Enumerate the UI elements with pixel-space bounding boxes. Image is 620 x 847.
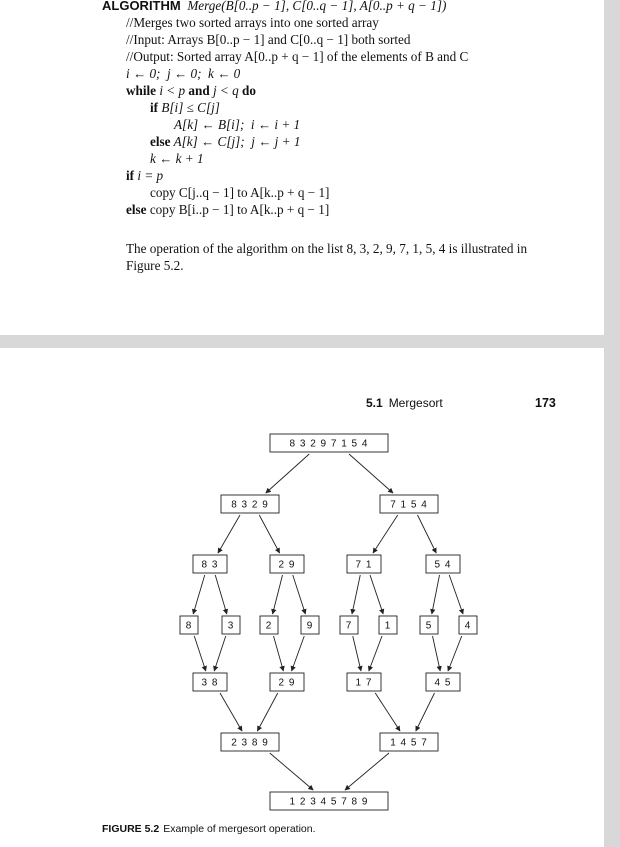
- algorithm-if: [102, 99, 602, 116]
- node-label-c: 2: [265, 620, 273, 632]
- node-g: [420, 616, 438, 634]
- algorithm-while: [102, 82, 602, 99]
- node-label-d: 9: [306, 620, 314, 632]
- do-keyword: do: [242, 83, 256, 98]
- algorithm-if2: [102, 167, 602, 184]
- node-label-right: 7 1 5 4: [390, 499, 428, 511]
- section-number: 5.1: [366, 396, 383, 410]
- node-result: [270, 792, 388, 810]
- node-label-f: 1: [384, 620, 392, 632]
- node-root: [270, 434, 388, 452]
- node-h: [459, 616, 477, 634]
- node-r2: [426, 555, 460, 573]
- edge-left-l2: [259, 515, 279, 553]
- page-lower: [0, 348, 604, 847]
- node-label-mr: 1 4 5 7: [390, 737, 428, 749]
- node-l2: [270, 555, 304, 573]
- algorithm-listing: [102, 0, 602, 218]
- node-b: [222, 616, 240, 634]
- while-condition-2: j < q: [209, 83, 243, 98]
- tree-nodes: [180, 434, 477, 810]
- edge-l2-d: [293, 575, 306, 614]
- node-label-g: 5: [425, 620, 433, 632]
- edge-root-left: [266, 454, 309, 493]
- edge-ml-result: [270, 753, 313, 790]
- node-label-h: 4: [464, 620, 472, 632]
- node-ml: [221, 733, 279, 751]
- page-upper: [0, 0, 604, 335]
- node-label-m4: 4 5: [434, 677, 452, 689]
- else2-copy: copy B[i..p − 1] to A[k..p + q − 1]: [146, 202, 330, 217]
- while-condition: i < p: [156, 83, 189, 98]
- edge-right-r1: [373, 515, 398, 553]
- edge-r2-g: [432, 575, 440, 614]
- node-a: [180, 616, 198, 634]
- figure-caption: [102, 823, 316, 835]
- node-e: [340, 616, 358, 634]
- node-label-e: 7: [345, 620, 353, 632]
- node-label-m1: 3 8: [201, 677, 219, 689]
- node-m3: [347, 673, 381, 691]
- edge-root-right: [349, 454, 393, 493]
- while-keyword: while: [126, 83, 157, 98]
- edge-l1-b: [215, 575, 227, 614]
- node-c: [260, 616, 278, 634]
- edge-h-m4: [448, 636, 462, 671]
- node-label-l1: 8 3: [201, 559, 219, 571]
- node-m4: [426, 673, 460, 691]
- algorithm-header: [102, 0, 602, 14]
- mergesort-tree-diagram: [0, 348, 604, 847]
- figure-label: FIGURE 5.2: [102, 823, 160, 835]
- edge-left-l1: [218, 515, 240, 553]
- edge-r1-e: [352, 575, 360, 614]
- node-l1: [193, 555, 227, 573]
- edge-m1-ml: [220, 693, 242, 731]
- algorithm-copy-c: copy C[j..q − 1] to A[k..p + q − 1]: [150, 185, 330, 200]
- algorithm-else: [102, 133, 602, 150]
- algorithm-input: //Input: Arrays B[0..p − 1] and C[0..q − 1] both sorted: [126, 32, 411, 47]
- node-label-m3: 1 7: [355, 677, 373, 689]
- node-m1: [193, 673, 227, 691]
- if2-keyword: if: [126, 168, 135, 183]
- node-r1: [347, 555, 381, 573]
- page-number: 173: [535, 396, 556, 410]
- else2-keyword: else: [126, 202, 147, 217]
- algorithm-comment: //Merges two sorted arrays into one sorted array: [126, 15, 379, 30]
- edge-b-m1: [214, 636, 226, 671]
- algorithm-output: //Output: Sorted array A[0..p + q − 1] of the elements of B and C: [126, 49, 469, 64]
- paragraph-text: The operation of the algorithm on the list 8, 3, 2, 9, 7, 1, 5, 4 is illustrated in Figure 5.2.: [126, 241, 528, 273]
- edge-e-m3: [353, 636, 361, 671]
- if-keyword: if: [150, 100, 159, 115]
- node-label-result: 1 2 3 4 5 7 8 9: [289, 796, 369, 808]
- node-label-a: 8: [185, 620, 193, 632]
- else-keyword: else: [150, 134, 171, 149]
- edge-r1-f: [370, 575, 383, 614]
- edge-mr-result: [345, 753, 389, 790]
- edge-d-m2: [292, 636, 305, 671]
- and-keyword: and: [188, 83, 210, 98]
- figure-caption-text: Example of mergesort operation.: [163, 823, 316, 835]
- edge-r2-h: [449, 575, 463, 614]
- edge-c-m2: [274, 636, 284, 671]
- node-label-r2: 5 4: [434, 559, 452, 571]
- edge-l1-a: [193, 575, 205, 614]
- node-label-root: 8 3 2 9 7 1 5 4: [289, 438, 369, 450]
- node-label-l2: 2 9: [278, 559, 296, 571]
- node-mr: [380, 733, 438, 751]
- algorithm-else2: [102, 201, 602, 218]
- node-label-left: 8 3 2 9: [231, 499, 269, 511]
- section-title: Mergesort: [388, 396, 443, 410]
- node-d: [301, 616, 319, 634]
- edge-g-m4: [433, 636, 441, 671]
- body-paragraph: [102, 240, 562, 274]
- edge-m2-ml: [257, 693, 277, 731]
- edge-a-m1: [194, 636, 206, 671]
- else-assign: A[k] ← C[j]; j ← j + 1: [170, 134, 301, 149]
- algorithm-assign-b: A[k] ← B[i]; i ← i + 1: [174, 117, 301, 132]
- edge-m3-mr: [375, 693, 400, 731]
- edge-l2-c: [273, 575, 283, 614]
- node-label-m2: 2 9: [278, 677, 296, 689]
- algorithm-label: ALGORITHM: [102, 0, 181, 13]
- edge-m4-mr: [416, 693, 435, 731]
- node-label-r1: 7 1: [355, 559, 373, 571]
- edge-right-r2: [418, 515, 437, 553]
- algorithm-signature: Merge(B[0..p − 1], C[0..q − 1], A[0..p + q − 1]): [187, 0, 447, 13]
- edge-f-m3: [369, 636, 382, 671]
- if-condition: B[i] ≤ C[j]: [158, 100, 220, 115]
- node-left: [221, 495, 279, 513]
- algorithm-init: i ← 0; j ← 0; k ← 0: [126, 66, 241, 81]
- node-label-ml: 2 3 8 9: [231, 737, 269, 749]
- node-m2: [270, 673, 304, 691]
- node-label-b: 3: [227, 620, 235, 632]
- node-right: [380, 495, 438, 513]
- node-f: [379, 616, 397, 634]
- algorithm-inc-k: k ← k + 1: [150, 151, 204, 166]
- if2-condition: i = p: [134, 168, 164, 183]
